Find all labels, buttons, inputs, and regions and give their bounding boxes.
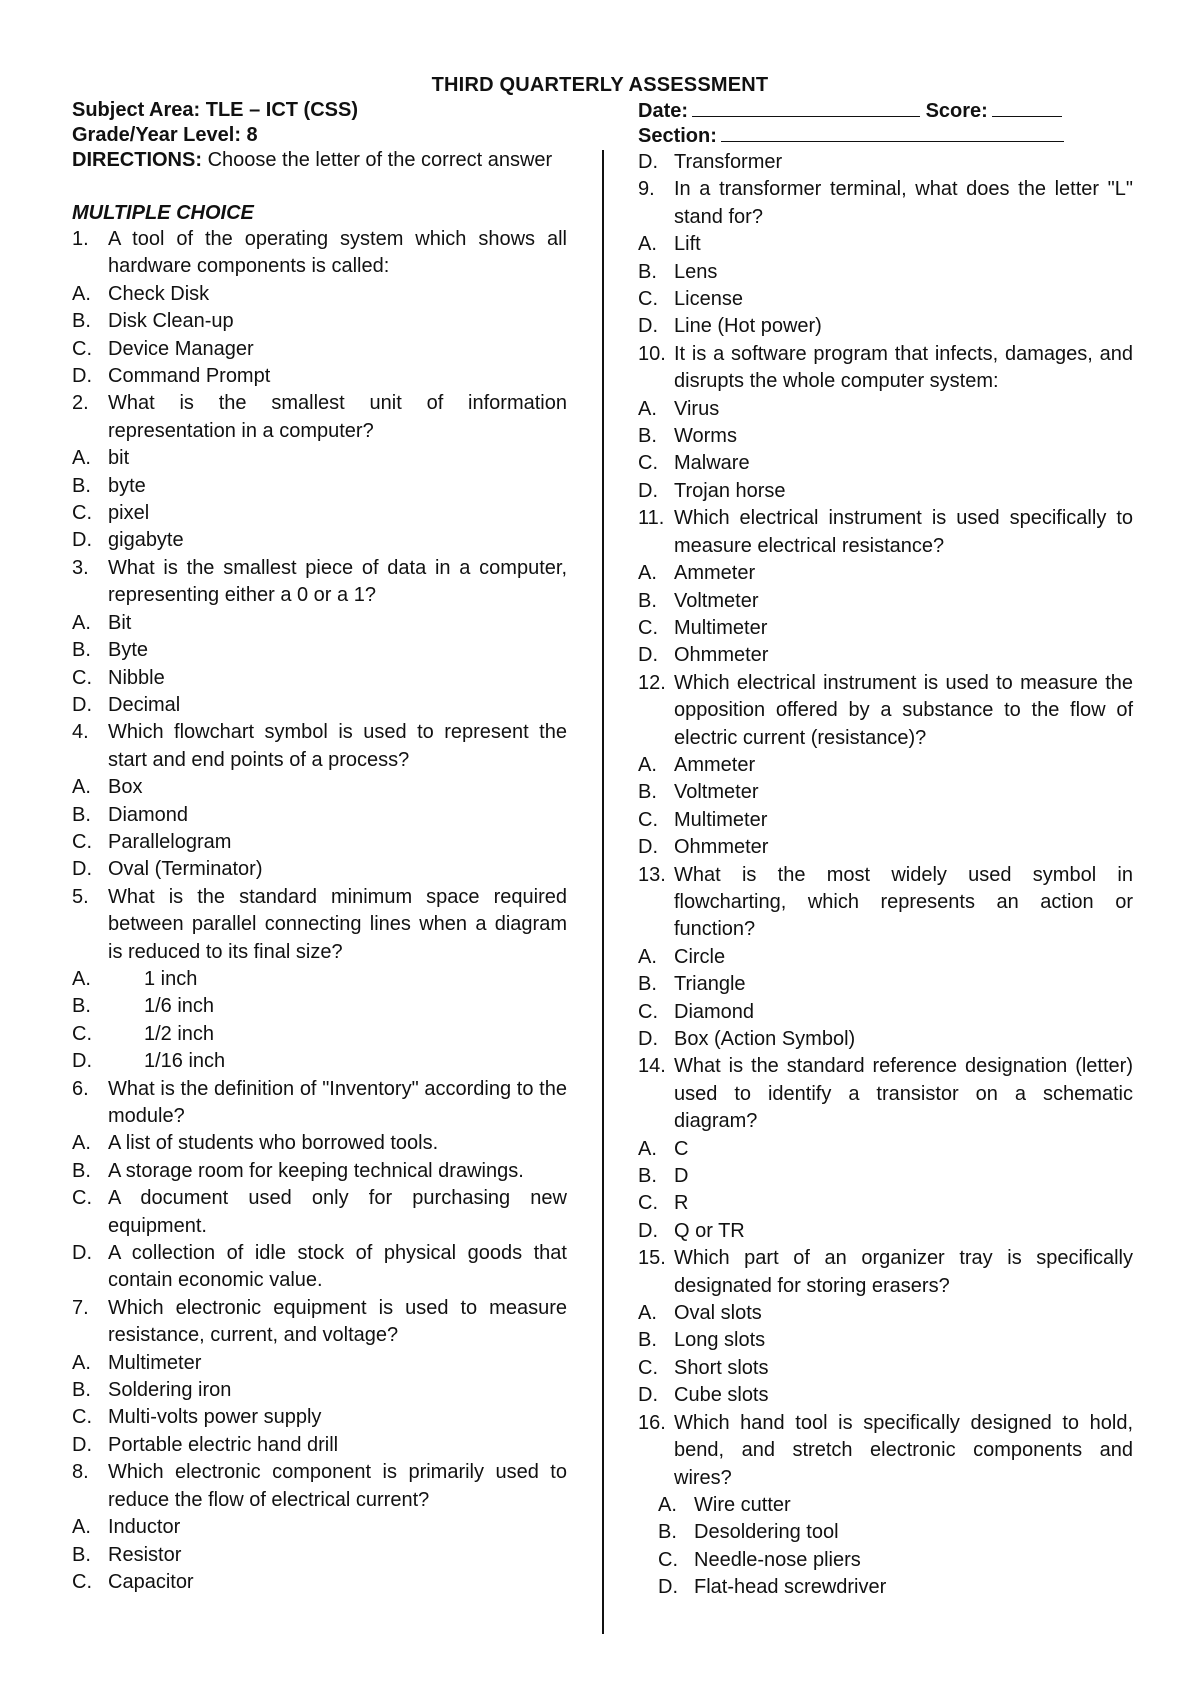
question-5 (72, 884, 567, 966)
option-d[interactable] (72, 856, 567, 883)
option-letter: A. (72, 776, 91, 799)
option-letter: A. (638, 1137, 657, 1160)
question-number: 15. (638, 1247, 666, 1270)
question-4 (72, 719, 567, 774)
option-text: Multimeter (108, 1351, 202, 1374)
option-b[interactable] (638, 1163, 1133, 1190)
option-text: Resistor (108, 1543, 182, 1566)
directions-label: DIRECTIONS: (72, 149, 202, 171)
question-text: What is the standard reference designation (letter) used to identify a transistor on a schematic diagram? (674, 1055, 1133, 1133)
header-left (72, 98, 567, 173)
question-text: Which part of an organizer tray is specifically designated for storing erasers? (674, 1247, 1133, 1297)
question-15 (638, 1245, 1133, 1300)
question-number: 1. (72, 228, 89, 250)
option-letter: A. (72, 1351, 91, 1374)
option-a[interactable] (638, 231, 1133, 258)
option-d[interactable] (72, 1048, 567, 1075)
option-c[interactable] (638, 1355, 1133, 1382)
option-text: D (674, 1165, 689, 1188)
option-letter: C. (638, 616, 658, 639)
question-number: 11. (638, 507, 665, 530)
option-letter: B. (72, 803, 91, 826)
question-2 (72, 390, 567, 445)
option-letter: B. (72, 474, 91, 497)
option-text: Virus (674, 397, 720, 420)
option-text: Circle (674, 945, 726, 968)
score-field[interactable] (992, 98, 1062, 117)
question-number: 8. (72, 1461, 89, 1484)
option-letter: D. (72, 858, 92, 881)
option-a[interactable] (72, 1350, 567, 1377)
option-text: A list of students who borrowed tools. (108, 1132, 439, 1155)
question-number: 12. (638, 671, 666, 694)
option-text: 1/6 inch (144, 995, 215, 1018)
option-text: Command Prompt (108, 365, 271, 388)
option-b[interactable] (72, 473, 567, 500)
option-c[interactable] (638, 615, 1133, 642)
question-number: 16. (638, 1411, 666, 1434)
option-text: Oval slots (674, 1302, 762, 1325)
option-b[interactable] (72, 308, 567, 335)
option-a[interactable] (72, 774, 567, 801)
option-letter: A. (72, 967, 91, 990)
question-text: Which electronic component is primarily used to reduce the flow of electrical current? (108, 1461, 567, 1511)
option-letter: A. (72, 1132, 91, 1155)
option-text: Flat-head screwdriver (694, 1576, 887, 1599)
option-text: byte (108, 474, 146, 497)
option-c[interactable] (638, 1190, 1133, 1217)
option-text: Oval (Terminator) (108, 858, 263, 881)
option-text: Decimal (108, 693, 181, 716)
option-b[interactable] (72, 802, 567, 829)
option-c[interactable] (72, 1569, 567, 1596)
option-b[interactable] (638, 1327, 1133, 1354)
option-letter: C. (72, 666, 92, 689)
option-text: Disk Clean-up (108, 310, 234, 333)
directions-text: Choose the letter of the correct answer (207, 149, 553, 171)
option-text: 1 inch (144, 967, 198, 990)
option-text: Ohmmeter (674, 836, 769, 859)
option-c[interactable] (72, 829, 567, 856)
option-letter: B. (638, 781, 657, 804)
option-a[interactable] (638, 1136, 1133, 1163)
option-text: Needle-nose pliers (694, 1548, 861, 1571)
option-text: Malware (674, 452, 750, 475)
grade-level-value: 8 (246, 124, 258, 146)
option-letter: C. (72, 1570, 92, 1593)
option-letter: D. (72, 365, 92, 388)
option-letter: C. (638, 288, 658, 311)
option-a[interactable] (72, 1130, 567, 1157)
option-letter: C. (638, 1000, 658, 1023)
option-letter: D. (638, 151, 658, 173)
section-label: Section: (638, 125, 717, 147)
option-text: gigabyte (108, 529, 184, 552)
option-letter: A. (638, 753, 657, 776)
option-text: Voltmeter (674, 781, 759, 804)
option-b[interactable] (638, 1519, 1133, 1546)
column-divider (602, 150, 604, 1634)
question-text: What is the smallest unit of information representation in a computer? (108, 392, 567, 442)
option-letter: B. (72, 1543, 91, 1566)
option-a[interactable] (72, 966, 567, 993)
option-text: Ammeter (674, 562, 756, 585)
question-number: 13. (638, 863, 666, 886)
option-letter: D. (638, 836, 658, 859)
option-letter: A. (638, 945, 657, 968)
option-letter: D. (72, 1433, 92, 1456)
grade-level-line (72, 123, 567, 148)
option-letter: C. (72, 1022, 92, 1045)
option-d[interactable] (72, 692, 567, 719)
option-a[interactable] (638, 396, 1133, 423)
option-a[interactable] (72, 281, 567, 308)
section-line (638, 123, 1078, 148)
option-letter: C. (638, 1356, 658, 1379)
option-text: Cube slots (674, 1384, 769, 1407)
option-text: Device Manager (108, 337, 254, 360)
score-label: Score: (925, 100, 988, 122)
option-letter: B. (72, 639, 91, 662)
option-text: Check Disk (108, 282, 210, 305)
question-9 (638, 176, 1133, 231)
option-d[interactable] (638, 1218, 1133, 1245)
multiple-choice-heading: MULTIPLE CHOICE (72, 202, 254, 224)
option-letter: D. (638, 1219, 658, 1242)
option-d[interactable] (638, 313, 1133, 340)
option-text: Multimeter (674, 616, 768, 639)
option-text: bit (108, 447, 130, 470)
option-letter: C. (72, 337, 92, 360)
option-letter: B. (72, 995, 91, 1018)
option-b[interactable] (638, 588, 1133, 615)
option-text: Diamond (108, 803, 189, 826)
question-text: A tool of the operating system which shows all hardware components is called: (108, 228, 567, 278)
option-c[interactable] (638, 999, 1133, 1026)
option-letter: A. (638, 233, 657, 256)
option-text: Byte (108, 639, 149, 662)
question-1 (72, 226, 567, 281)
option-c[interactable] (72, 665, 567, 692)
question-number: 4. (72, 721, 89, 744)
option-a[interactable] (638, 752, 1133, 779)
question-7 (72, 1295, 567, 1350)
option-text: C (674, 1137, 689, 1160)
option-letter: D. (658, 1576, 678, 1599)
option-letter: B. (638, 260, 657, 283)
option-letter: A. (72, 611, 91, 634)
option-letter: A. (638, 1302, 657, 1325)
question-11 (638, 505, 1133, 560)
option-letter: B. (72, 310, 91, 333)
option-d[interactable] (638, 834, 1133, 861)
option-a[interactable] (638, 560, 1133, 587)
page-title: THIRD QUARTERLY ASSESSMENT (431, 74, 769, 96)
option-letter: B. (638, 1165, 657, 1188)
right-column (638, 149, 1133, 1602)
option-letter: A. (72, 282, 91, 305)
question-10 (638, 341, 1133, 396)
option-c[interactable] (638, 450, 1133, 477)
question-number: 9. (638, 178, 655, 201)
option-b[interactable] (638, 971, 1133, 998)
question-text: What is the standard minimum space required between parallel connecting lines when a diagram is reduced to its final size? (108, 885, 567, 963)
option-b[interactable] (72, 993, 567, 1020)
option-text: Multi-volts power supply (108, 1406, 322, 1429)
option-text: Box (Action Symbol) (674, 1028, 856, 1050)
option-text: A collection of idle stock of physical goods that contain economic value. (108, 1242, 567, 1292)
option-letter: B. (638, 1329, 657, 1352)
option-c[interactable] (72, 1185, 567, 1240)
option-letter: D. (638, 644, 658, 667)
option-letter: C. (72, 830, 92, 853)
option-b[interactable] (638, 779, 1133, 806)
option-text: Diamond (674, 1000, 755, 1023)
option-letter: D. (638, 1384, 658, 1407)
option-letter: D. (638, 1028, 658, 1050)
question-text: Which hand tool is specifically designed to hold, bend, and stretch electronic components and wires? (674, 1411, 1133, 1489)
option-letter: D. (72, 1050, 92, 1073)
option-b[interactable] (72, 1377, 567, 1404)
question-text: In a transformer terminal, what does the letter "L" stand for? (674, 178, 1133, 228)
question-text: What is the smallest piece of data in a computer, representing either a 0 or a 1? (108, 556, 567, 607)
option-text: Bit (108, 611, 132, 634)
option-letter: B. (658, 1521, 677, 1544)
option-letter: C. (638, 452, 658, 475)
date-field[interactable] (692, 98, 920, 117)
question-number: 2. (72, 392, 89, 415)
option-letter: D. (72, 529, 92, 552)
option-letter: B. (72, 1159, 91, 1182)
option-b[interactable] (638, 259, 1133, 286)
option-text: 1/16 inch (144, 1050, 226, 1073)
option-c[interactable] (72, 500, 567, 527)
option-d[interactable] (72, 1240, 567, 1295)
option-letter: B. (638, 973, 657, 996)
option-text: R (674, 1192, 689, 1215)
option-d[interactable] (638, 1574, 1133, 1601)
option-text: Ammeter (674, 753, 756, 776)
option-d[interactable] (72, 1432, 567, 1459)
question-text: What is the definition of "Inventory" according to the module? (108, 1077, 567, 1127)
option-letter: C. (72, 502, 92, 525)
subject-area-label: Subject Area: (72, 99, 201, 121)
option-text: Inductor (108, 1516, 181, 1539)
option-text: Nibble (108, 666, 165, 689)
question-text: Which electrical instrument is used to measure the opposition offered by a substance to the flow of electric current (resistance)? (674, 671, 1133, 749)
option-c[interactable] (638, 286, 1133, 313)
option-d[interactable] (72, 363, 567, 390)
option-letter: D. (72, 693, 92, 716)
option-text: Triangle (674, 973, 746, 996)
option-text: Capacitor (108, 1570, 194, 1593)
question-number: 7. (72, 1296, 89, 1319)
option-text: 1/2 inch (144, 1022, 215, 1045)
option-text: Lens (674, 260, 718, 283)
option-text: A storage room for keeping technical drawings. (108, 1159, 524, 1182)
option-letter: C. (658, 1548, 678, 1571)
header-right (638, 98, 1078, 148)
option-d[interactable] (638, 1026, 1133, 1053)
option-text: Long slots (674, 1329, 766, 1352)
question-text: Which flowchart symbol is used to represent the start and end points of a process? (108, 721, 567, 771)
option-text: Lift (674, 233, 701, 256)
option-text: Short slots (674, 1356, 769, 1379)
directions (72, 148, 567, 173)
question-12 (638, 670, 1133, 752)
question-text: It is a software program that infects, damages, and disrupts the whole computer system: (674, 342, 1133, 393)
option-letter: B. (638, 589, 657, 612)
question-number: 14. (638, 1055, 666, 1078)
option-letter: C. (638, 1192, 658, 1215)
option-d[interactable] (638, 149, 1133, 176)
date-label: Date: (638, 100, 689, 122)
option-a[interactable] (638, 1300, 1133, 1327)
option-a[interactable] (72, 610, 567, 637)
question-6 (72, 1076, 567, 1131)
question-text: What is the most widely used symbol in flowcharting, which represents an action or function? (674, 863, 1133, 941)
option-c[interactable] (638, 807, 1133, 834)
option-letter: D. (638, 315, 658, 338)
option-d[interactable] (638, 642, 1133, 669)
option-a[interactable] (638, 1492, 1133, 1519)
question-13 (638, 862, 1133, 944)
option-text: Desoldering tool (694, 1521, 839, 1544)
question-number: 10. (638, 342, 666, 365)
option-text: Q or TR (674, 1219, 745, 1242)
option-text: Portable electric hand drill (108, 1433, 339, 1456)
option-a[interactable] (638, 944, 1133, 971)
option-letter: D. (638, 479, 658, 502)
option-d[interactable] (638, 1382, 1133, 1409)
question-text: Which electronic equipment is used to measure resistance, current, and voltage? (108, 1296, 567, 1347)
subject-area-value: TLE – ICT (CSS) (205, 99, 358, 121)
option-text: Ohmmeter (674, 644, 769, 667)
option-c[interactable] (72, 1404, 567, 1431)
left-column (72, 200, 567, 1596)
option-letter: A. (72, 447, 91, 470)
option-text: License (674, 288, 743, 311)
question-text: Which electrical instrument is used specifically to measure electrical resistance? (674, 507, 1133, 557)
option-text: Multimeter (674, 808, 768, 831)
option-letter: A. (72, 1516, 91, 1539)
question-16 (638, 1410, 1133, 1492)
option-text: Box (108, 776, 143, 799)
option-letter: C. (72, 1406, 92, 1429)
grade-level-label: Grade/Year Level: (72, 124, 241, 146)
option-letter: A. (638, 562, 657, 585)
option-d[interactable] (638, 478, 1133, 505)
option-d[interactable] (72, 527, 567, 554)
option-b[interactable] (72, 1158, 567, 1185)
option-b[interactable] (72, 1542, 567, 1569)
option-text: Transformer (674, 151, 783, 173)
option-text: Soldering iron (108, 1379, 232, 1402)
question-number: 3. (72, 556, 89, 579)
option-text: Trojan horse (674, 479, 786, 502)
option-text: pixel (108, 502, 150, 525)
option-a[interactable] (72, 1514, 567, 1541)
option-letter: D. (72, 1242, 92, 1265)
option-c[interactable] (72, 336, 567, 363)
option-letter: C. (72, 1187, 92, 1210)
option-text: Worms (674, 425, 737, 448)
option-text: Wire cutter (694, 1493, 791, 1516)
option-letter: B. (72, 1379, 91, 1402)
question-number: 5. (72, 885, 89, 908)
section-field[interactable] (721, 123, 1064, 142)
question-number: 6. (72, 1077, 89, 1100)
option-text: Voltmeter (674, 589, 759, 612)
subject-area-line (72, 98, 567, 123)
question-3 (72, 555, 567, 610)
option-b[interactable] (72, 637, 567, 664)
date-score-line (638, 98, 1078, 123)
option-c[interactable] (638, 1547, 1133, 1574)
option-letter: A. (638, 397, 657, 420)
option-text: Line (Hot power) (674, 315, 822, 338)
option-text: A document used only for purchasing new equipment. (108, 1187, 567, 1237)
option-b[interactable] (638, 423, 1133, 450)
option-letter: A. (658, 1493, 677, 1516)
option-letter: C. (638, 808, 658, 831)
option-letter: B. (638, 425, 657, 448)
question-14 (638, 1053, 1133, 1135)
option-a[interactable] (72, 445, 567, 472)
question-8 (72, 1459, 567, 1514)
option-c[interactable] (72, 1021, 567, 1048)
option-text: Parallelogram (108, 830, 232, 853)
